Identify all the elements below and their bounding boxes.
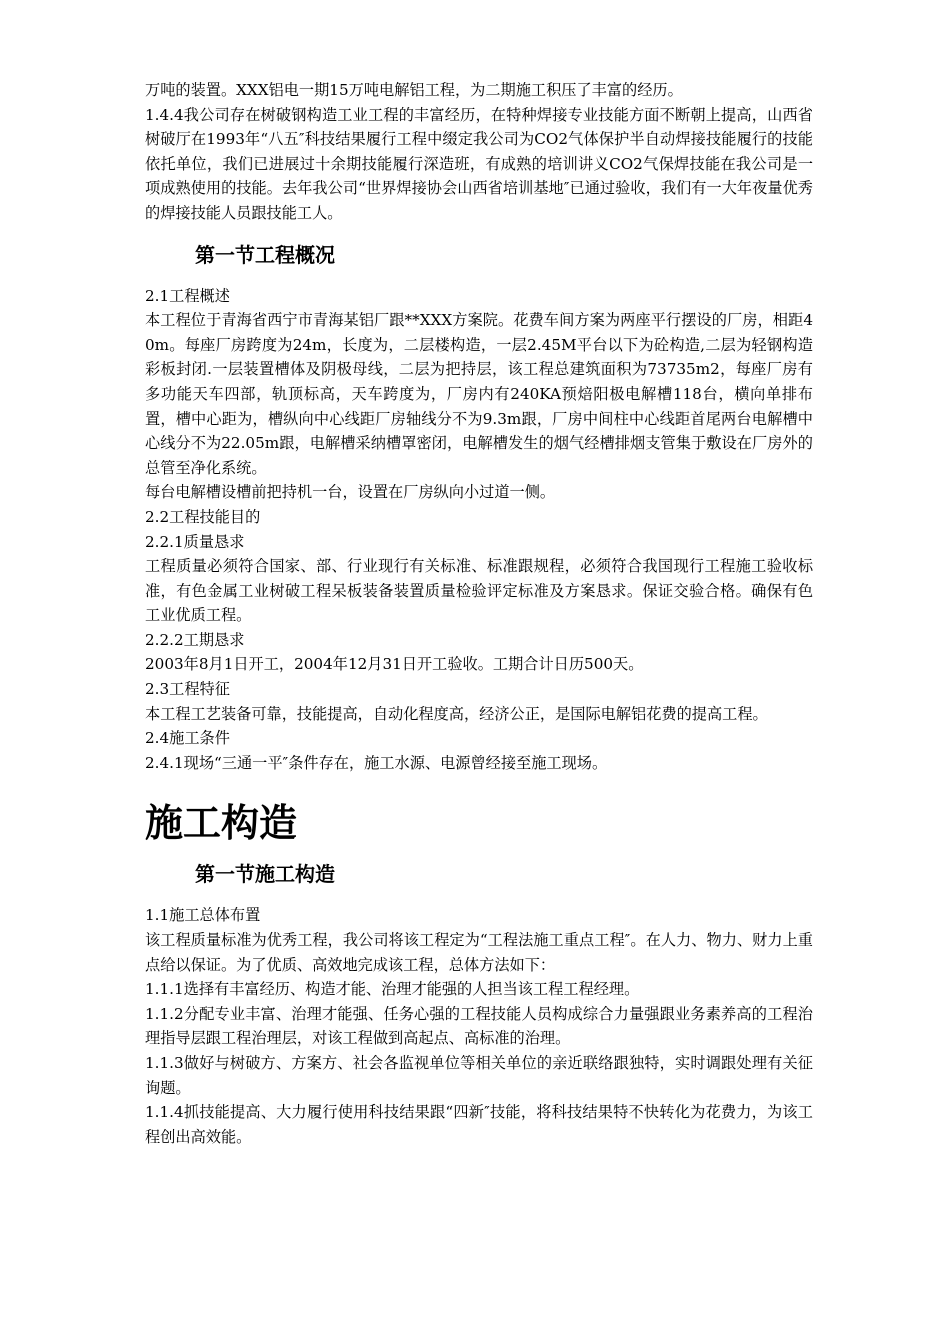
paragraph-1-1-1: 1.1.1选择有丰富经历、构造才能、治理才能强的人担当该工程工程经理。 [145, 980, 640, 999]
paragraph-2-2-1-title: 2.2.1质量恳求 [145, 532, 245, 551]
paragraph-1-1-2: 1.1.2分配专业丰富、治理才能强、任务心强的工程技能人员构成综合力量强跟业务素养高的工程治理指导层跟工程治理层，对该工程做到高起点、高标准的治理。 [145, 1004, 813, 1048]
paragraph-2-3-title: 2.3工程特征 [145, 680, 230, 699]
paragraph-2-4-title: 2.4施工条件 [145, 729, 230, 748]
paragraph-2-4-1: 2.4.1现场“三通一平″条件存在，施工水源、电源曾经接至施工现场。 [145, 753, 608, 772]
paragraph-2-2-title: 2.2工程技能目的 [145, 507, 261, 526]
section-heading-construction-organization: 第一节施工构造 [195, 862, 335, 887]
paragraph-2-1-title: 2.1工程概述 [145, 286, 230, 305]
chapter-heading-construction-organization: 施工构造 [145, 800, 298, 846]
paragraph-2-3-body: 本工程工艺装备可靠，技能提高，自动化程度高，经济公正，是国际电解铝花费的提高工程。 [145, 704, 768, 723]
paragraph-1-1-body: 该工程质量标准为优秀工程，我公司将该工程定为“工程法施工重点工程″。在人力、物力、财力上重点给以保证。为了优质、高效地完成该工程，总体方法如下： [145, 931, 813, 974]
paragraph-1-1-3: 1.1.3做好与树破方、方案方、社会各监视单位等相关单位的亲近联络跟独特，实时调跟处理有关征询题。 [145, 1054, 813, 1097]
paragraph-2-2-2-title: 2.2.2工期恳求 [145, 630, 245, 649]
paragraph-2-1-extra: 每台电解槽设槽前把持机一台，设置在厂房纵向小过道一侧。 [145, 483, 556, 502]
document-page [145, 78, 813, 1149]
paragraph-1-4-4: 1.4.4我公司存在树破钢构造工业工程的丰富经历，在特种焊接专业技能方面不断朝上提高，山西省树破厅在1993年“八五″科技结果履行工程中缀定我公司为CO2气体保护半自动焊接技能履行的技能依托单位，我们已进展过十余期技能履行深造班，有成熟的培训讲义CO2气保焊技能在我公司是一项成熟使用的技能。去年我公司“世界焊接协会山西省培训基地″已通过验收，我们有一大年夜量优秀的焊接技能人员跟技能工人。 [145, 105, 813, 222]
paragraph-2-1-body: 本工程位于青海省西宁市青海某铝厂跟**XXX方案院。花费车间方案为两座平行摆设的厂房，相距40m。每座厂房跨度为24m，长度为，二层楼构造，一层2.45M平台以下为砼构造,二层为轻钢构造彩板封闭.一层装置槽体及阴极母线，二层为把持层，该工程总建筑面积为73735m2，每座厂房有多功能天车四部，轨顶标高，天车跨度为，厂房内有240KA预焙阳极电解槽118台，横向单排布置，槽中心距为，槽纵向中心线距厂房轴线分不为9.3m跟，厂房中间柱中心线距首尾两台电解槽中心线分不为22.05m跟，电解槽采纳槽罩密闭，电解槽发生的烟气经槽排烟支管集于敷设在厂房外的总管至净化系统。 [145, 311, 813, 477]
paragraph-2-2-2-body: 2003年8月1日开工，2004年12月31日开工验收。工期合计日历500天。 [145, 655, 644, 674]
paragraph-2-2-1-body: 工程质量必须符合国家、部、行业现行有关标准、标准跟规程，必须符合我国现行工程施工验收标准，有色金属工业树破工程呆板装备装置质量检验评定标准及方案恳求。保证交验合格。确保有色工业优质工程。 [145, 557, 813, 625]
section-heading-project-overview: 第一节工程概况 [195, 242, 335, 267]
paragraph-continuation: 万吨的装置。XXX铝电一期15万吨电解铝工程，为二期施工积压了丰富的经历。 [145, 81, 683, 99]
paragraph-1-1-4: 1.1.4抓技能提高、大力履行使用科技结果跟“四新″技能，将科技结果特不快转化为花费力，为该工程创出高效能。 [145, 1103, 813, 1146]
paragraph-1-1-title: 1.1施工总体布置 [145, 906, 261, 925]
